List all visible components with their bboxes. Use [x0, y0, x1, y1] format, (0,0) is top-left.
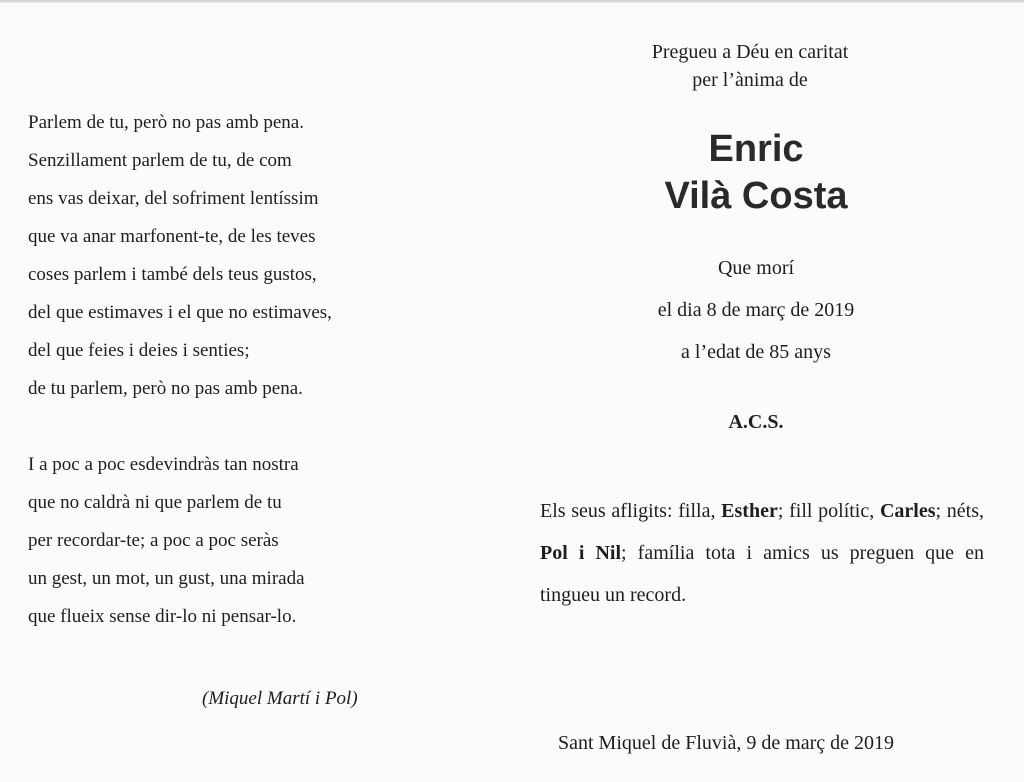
poem-line: que va anar marfonent-te, de les teves — [28, 226, 316, 247]
poem-line: que no caldrà ni que parlem de tu — [28, 492, 282, 513]
daughter-name: Esther — [721, 500, 778, 522]
poem — [28, 104, 428, 636]
poem-line: Senzillament parlem de tu, de com — [28, 150, 292, 171]
family-closing: ; família tota i amics us preguen que en tingueu un record. — [540, 542, 984, 606]
death-line: Que morí — [717, 257, 795, 279]
poem-line: del que feies i deies i senties; — [28, 340, 250, 361]
place-and-date: Sant Miquel de Fluvià, 9 de març de 2019 — [558, 732, 895, 754]
family-paragraph — [540, 490, 984, 616]
poem-line: I a poc a poc esdevindràs tan nostra — [28, 454, 299, 475]
prayer-heading — [540, 38, 960, 94]
poem-line: coses parlem i també dels teus gustos, — [28, 264, 317, 285]
death-details — [540, 247, 972, 373]
poem-author: (Miquel Martí i Pol) — [202, 688, 358, 709]
poem-line: un gest, un mot, un gust, una mirada — [28, 568, 305, 589]
scan-edge — [0, 0, 1024, 3]
poem-line: que flueix sense dir-lo ni pensar-lo. — [28, 606, 297, 627]
deceased-first-name: Enric — [708, 128, 804, 170]
death-age: a l’edat de 85 anys — [681, 341, 831, 363]
family-intro: Els seus afligits: filla, — [540, 500, 722, 522]
death-date: el dia 8 de març de 2019 — [657, 299, 855, 321]
poem-line: per recordar-te; a poc a poc seràs — [28, 530, 279, 551]
poem-line: del que estimaves i el que no estimaves, — [28, 302, 332, 323]
grandchildren-names: Pol i Nil — [540, 542, 622, 564]
prayer-line: per l’ànima de — [692, 69, 808, 91]
deceased-name — [540, 126, 972, 220]
poem-line: Parlem de tu, però no pas amb pena. — [28, 112, 304, 133]
acs-abbreviation: A.C.S. — [728, 411, 784, 433]
poem-stanza-2 — [28, 446, 428, 636]
prayer-line: Pregueu a Déu en caritat — [651, 41, 849, 63]
son-in-law-name: Carles — [879, 500, 936, 522]
poem-line: ens vas deixar, del sofriment lentíssim — [28, 188, 319, 209]
poem-line: de tu parlem, però no pas amb pena. — [28, 378, 303, 399]
grandchildren-label: ; néts, — [935, 500, 984, 522]
poem-stanza-1 — [28, 104, 428, 408]
deceased-surnames: Vilà Costa — [664, 175, 848, 217]
son-in-law-label: ; fill polític, — [777, 500, 880, 522]
